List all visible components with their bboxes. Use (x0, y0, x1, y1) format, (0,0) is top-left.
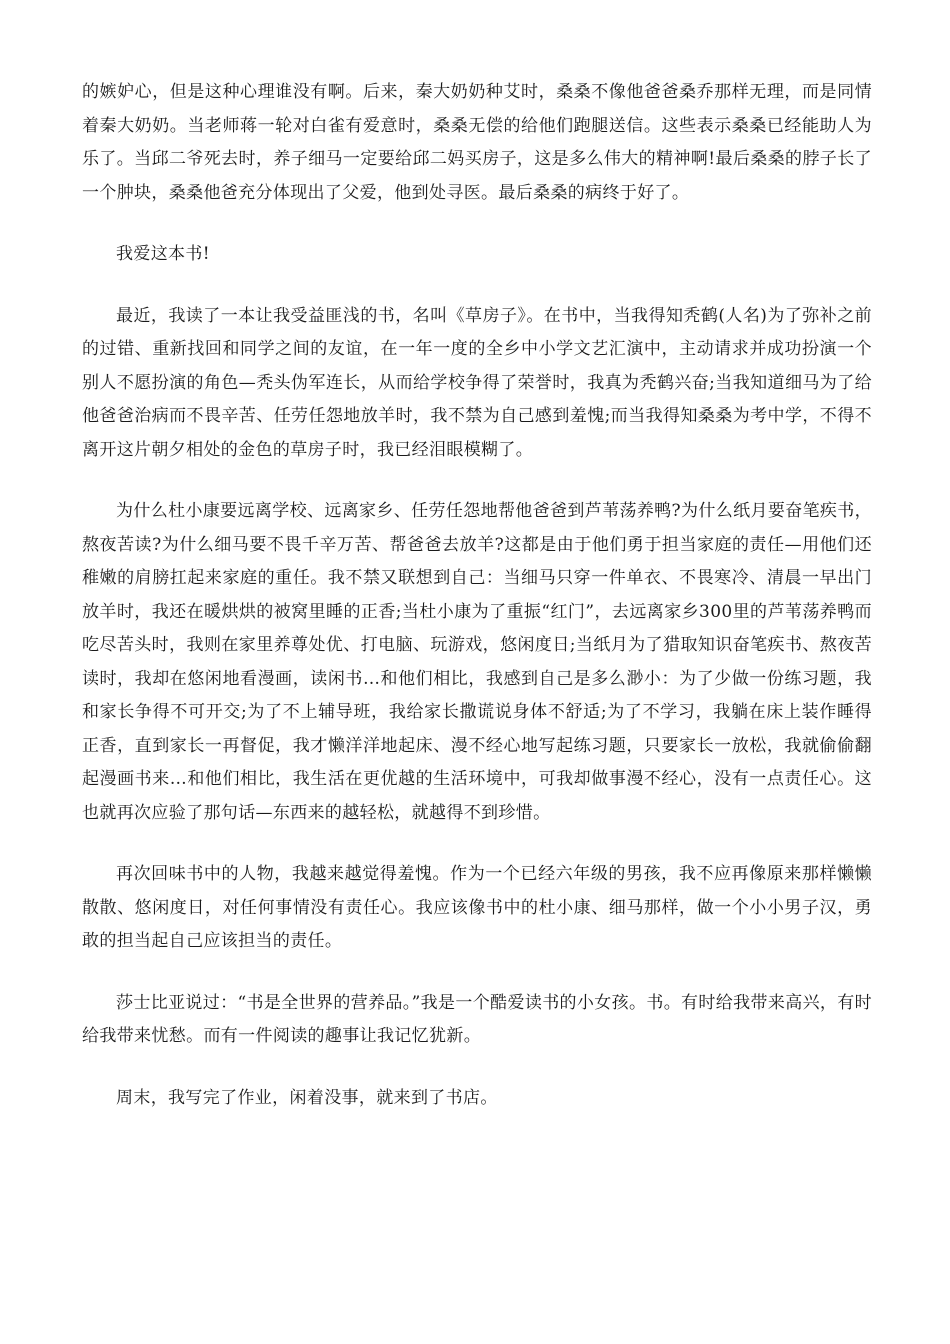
paragraph-weekend: 周末，我写完了作业，闲着没事，就来到了书店。 (116, 1087, 498, 1108)
document-page (82, 76, 872, 1143)
paragraph-shakespeare: 莎士比亚说过：“书是全世界的营养品。”我是一个酷爱读书的小女孩。书。有时给我带来高兴，有时给我带来忧愁。而有一件阅读的趣事让我记忆犹新。 (82, 992, 872, 1046)
paragraph-why-question: 为什么杜小康要远离学校、远离家乡、任劳任怨地帮他爸爸到芦苇荡养鸭?为什么纸月要奋笔疾书，熬夜苦读?为什么细马要不畏千辛万苦、帮爸爸去放羊?这都是由于他们勇于担当家庭的责任—用他们还稚嫩的肩膀扛起来家庭的重任。我不禁又联想到自己：当细马只穿一件单衣、不畏寒冷、清晨一早出门放羊时，我还在暖烘烘的被窝里睡的正香;当杜小康为了重振“红门”，去远离家乡300里的芦苇荡养鸭而吃尽苦头时，我则在家里养尊处优、打电脑、玩游戏，悠闲度日;当纸月为了猎取知识奋笔疾书、熬夜苦读时，我却在悠闲地看漫画，读闲书…和他们相比，我感到自己是多么渺小：为了少做一份练习题，我和家长争得不可开交;为了不上辅导班，我给家长撒谎说身体不舒适;为了不学习，我躺在床上装作睡得正香，直到家长一再督促，我才懒洋洋地起床、漫不经心地写起练习题，只要家长一放松，我就偷偷翻起漫画书来…和他们相比，我生活在更优越的生活环境中，可我却做事漫不经心，没有一点责任心。这也就再次应验了那句话—东西来的越轻松，就越得不到珍惜。 (82, 501, 872, 823)
paragraph-recently-read: 最近，我读了一本让我受益匪浅的书，名叫《草房子》。在书中，当我得知秃鹤(人名)为了弥补之前的过错、重新找回和同学之间的友谊，在一年一度的全乡中小学文艺汇演中，主动请求并成功扮演一个别人不愿扮演的角色—秃头伪军连长，从而给学校争得了荣誉时，我真为秃鹤兴奋;当我知道细马为了给他爸爸治病而不畏辛苦、任劳任怨地放羊时，我不禁为自己感到羞愧;而当我得知桑桑为考中学，不得不离开这片朝夕相处的金色的草房子时，我已经泪眼模糊了。 (82, 305, 872, 460)
paragraph-love-book: 我爱这本书! (116, 244, 210, 264)
paragraph-continuation: 的嫉妒心，但是这种心理谁没有啊。后来，秦大奶奶种艾时，桑桑不像他爸爸桑乔那样无理，而是同情着秦大奶奶。当老师蒋一轮对白雀有爱意时，桑桑无偿的给他们跑腿送信。这些表示桑桑已经能助人为乐了。当邱二爷死去时，养子细马一定要给邱二妈买房子，这是多么伟大的精神啊!最后桑桑的脖子长了一个肿块，桑桑他爸充分体现出了父爱，他到处寻医。最后桑桑的病终于好了。 (82, 82, 872, 203)
paragraph-again-recall: 再次回味书中的人物，我越来越觉得羞愧。作为一个已经六年级的男孩，我不应再像原来那样懒懒散散、悠闲度日，对任何事情没有责任心。我应该像书中的杜小康、细马那样，做一个小小男子汉，勇敢的担当起自己应该担当的责任。 (82, 864, 872, 951)
